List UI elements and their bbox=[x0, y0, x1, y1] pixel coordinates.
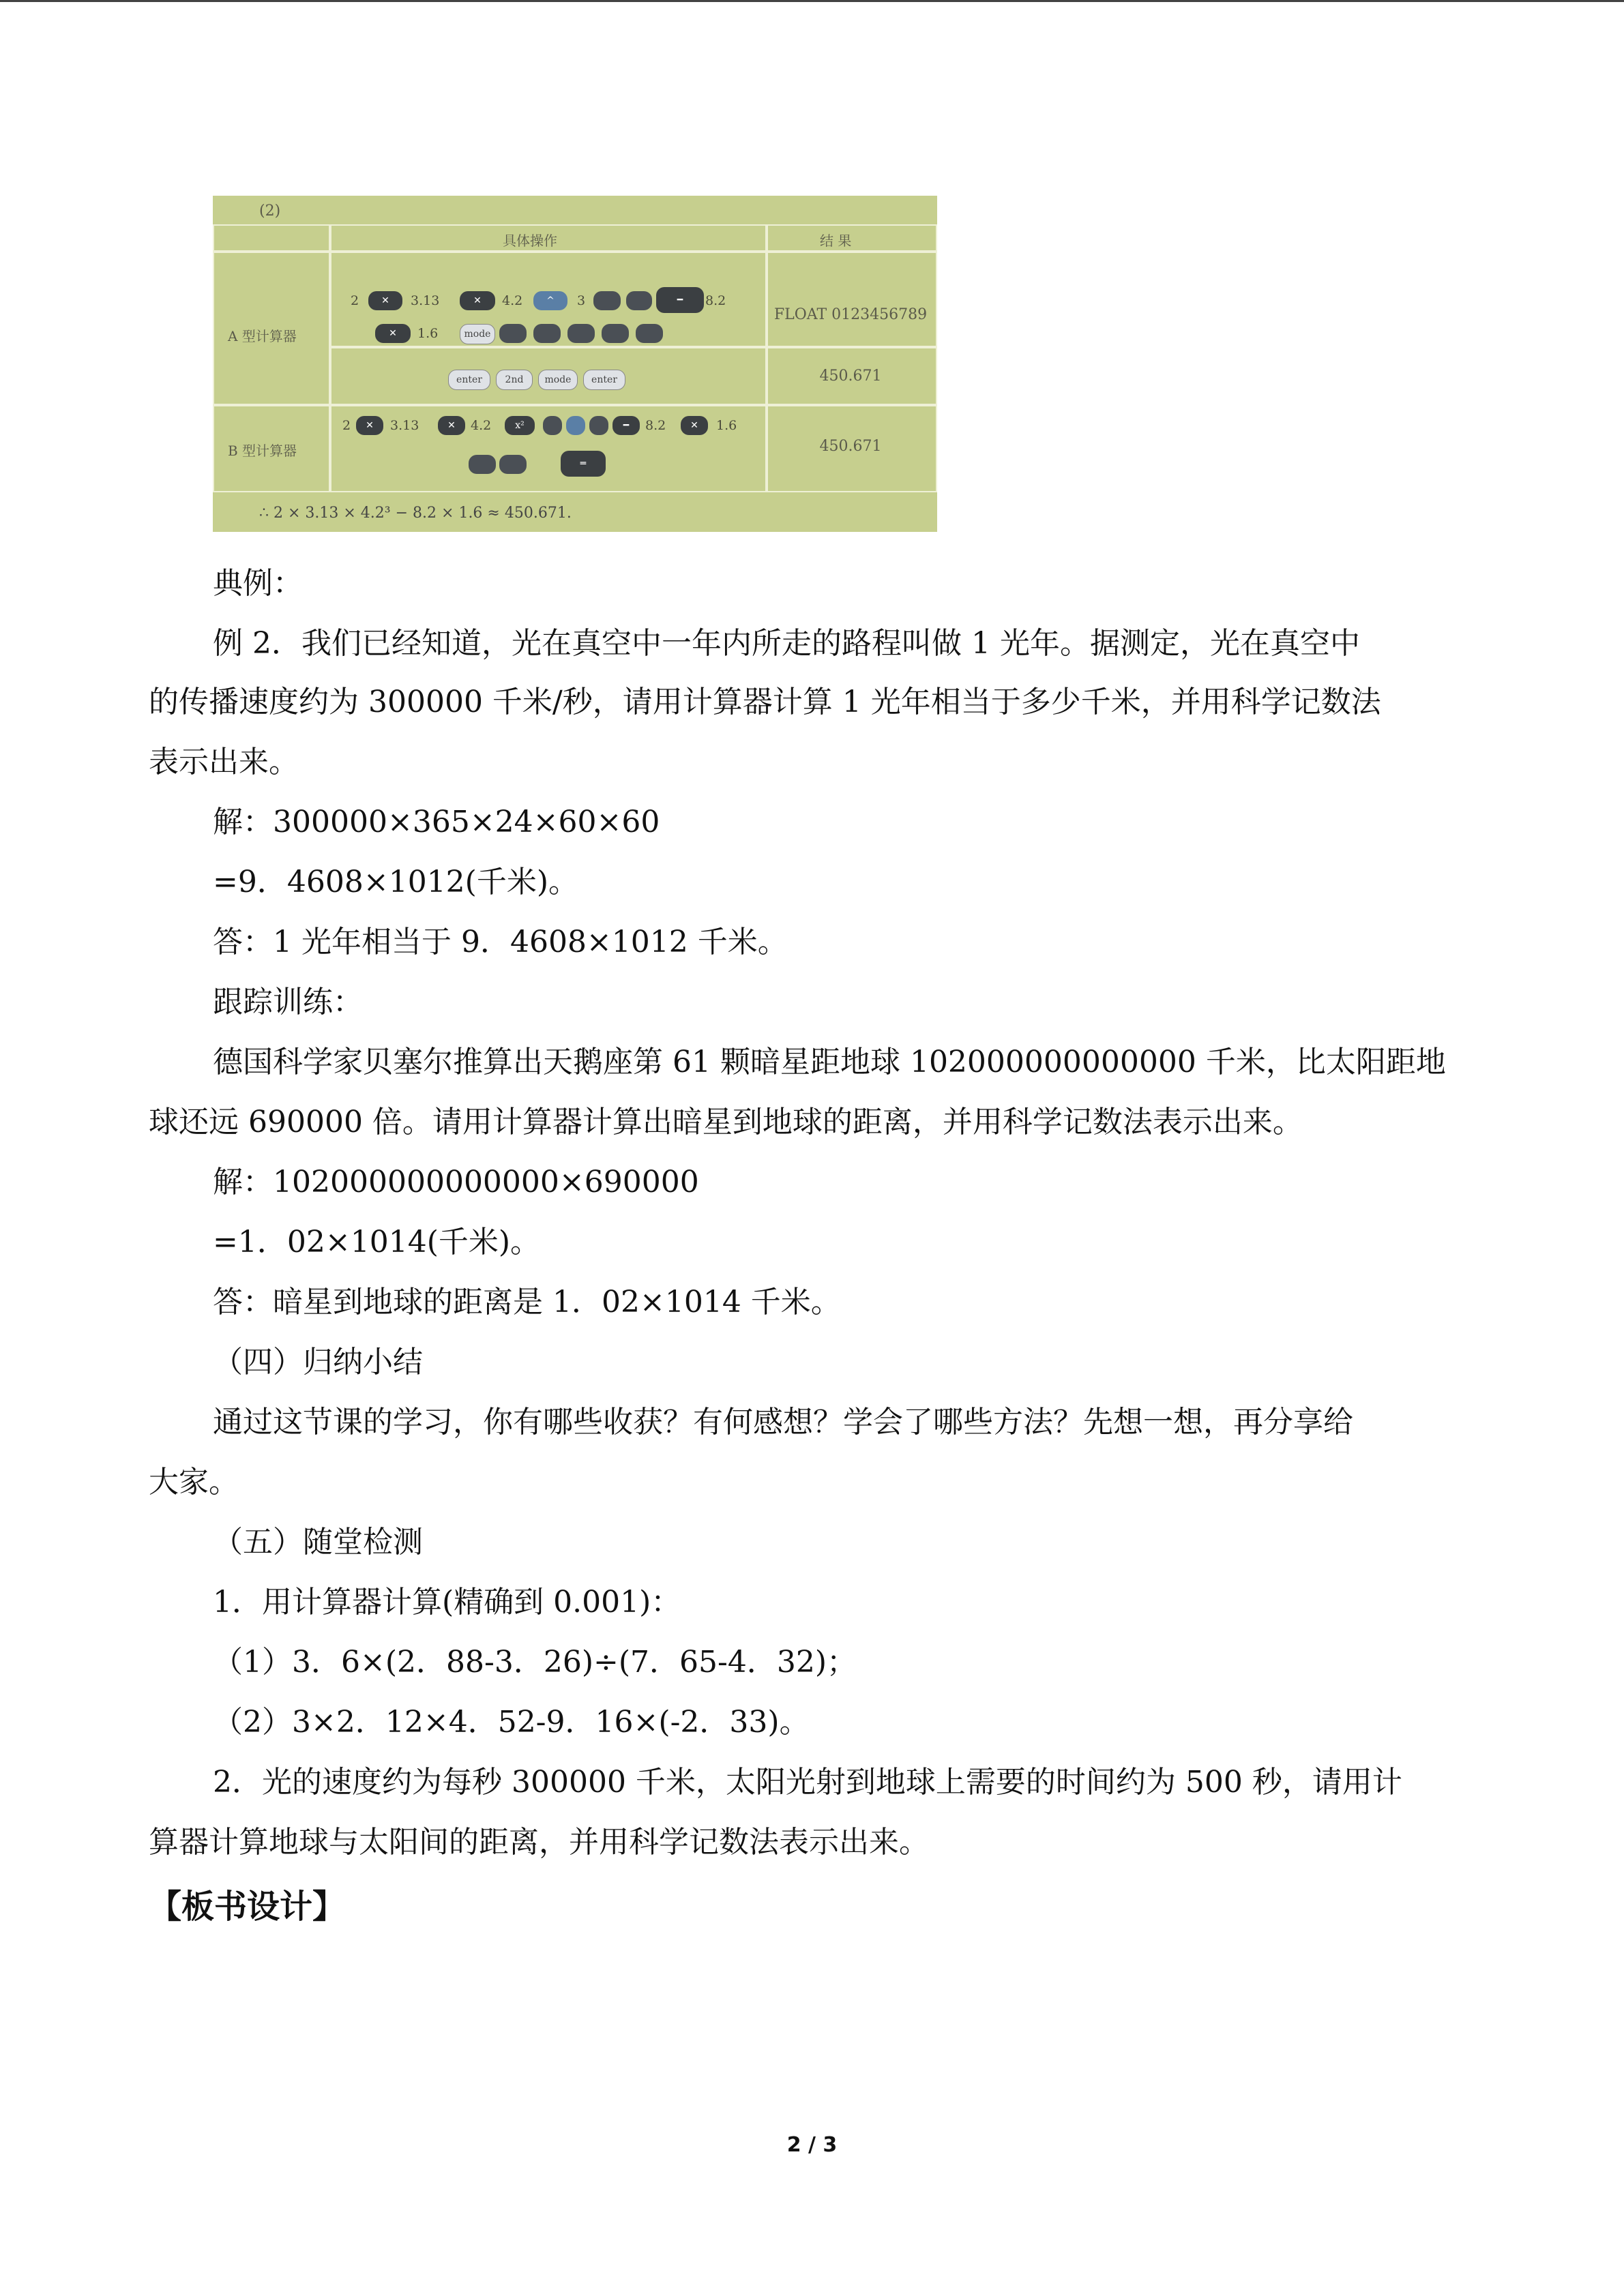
times-key-icon: ✕ bbox=[356, 416, 383, 435]
text-line: =1．02×1014(千米)。 bbox=[213, 1225, 541, 1259]
key-icon bbox=[567, 324, 595, 343]
key-icon bbox=[589, 416, 608, 435]
calculator-operations-photo bbox=[213, 196, 937, 532]
mode-key: mode bbox=[460, 324, 495, 344]
operand: 3 bbox=[577, 293, 586, 308]
mode-key: mode bbox=[538, 370, 578, 390]
text-line: （四）归纳小结 bbox=[213, 1345, 423, 1380]
text-line: 例 2．我们已经知道，光在真空中一年内所走的路程叫做 1 光年。据测定，光在真空中 bbox=[213, 626, 1360, 661]
operand: 4.2 bbox=[471, 418, 492, 433]
text-line: 球还远 690000 倍。请用计算器计算出暗星到地球的距离，并用科学记数法表示出来。 bbox=[149, 1105, 1303, 1139]
text-line: 跟踪训练： bbox=[213, 985, 363, 1019]
top-rule bbox=[0, 0, 1624, 2]
equals-key-icon: ═ bbox=[561, 451, 606, 477]
table-cell bbox=[213, 224, 330, 252]
section-heading: 【板书设计】 bbox=[149, 1888, 346, 1926]
row-label-a: A 型计算器 bbox=[228, 328, 297, 344]
minus-key-icon: ━ bbox=[612, 416, 640, 435]
text-line: 2．光的速度约为每秒 300000 千米，太阳光射到地球上需要的时间约为 500 秒，请用计 bbox=[213, 1765, 1402, 1800]
key-icon bbox=[499, 324, 527, 343]
text-line: =9．4608×1012(千米)。 bbox=[213, 865, 579, 899]
result-a1: FLOAT 0123456789 bbox=[773, 306, 928, 323]
square-key-icon: x² bbox=[505, 416, 535, 435]
photo-tag: (2) bbox=[259, 203, 281, 220]
key-icon bbox=[469, 455, 496, 474]
text-line: 典例： bbox=[213, 566, 303, 601]
operand: 1.6 bbox=[716, 418, 737, 433]
times-key-icon: ✕ bbox=[368, 291, 402, 310]
key-icon bbox=[499, 455, 527, 474]
operand: 4.2 bbox=[502, 293, 523, 308]
text-line: 的传播速度约为 300000 千米/秒，请用计算器计算 1 光年相当于多少千米，并用科学记数法 bbox=[149, 685, 1381, 719]
text-line: （2）3×2．12×4．52-9．16×(-2．33)。 bbox=[213, 1705, 810, 1740]
page-number: 2 / 3 bbox=[786, 2133, 838, 2157]
text-line: 大家。 bbox=[149, 1465, 239, 1500]
result-a2: 450.671 bbox=[819, 368, 882, 385]
text-line: 德国科学家贝塞尔推算出天鹅座第 61 颗暗星距地球 102000000000000 千米，比太阳距地 bbox=[213, 1045, 1446, 1079]
times-key-icon: ✕ bbox=[438, 416, 465, 435]
operand: 8.2 bbox=[705, 293, 726, 308]
text-line: 1．用计算器计算(精确到 0.001)： bbox=[213, 1585, 681, 1620]
operand: 3.13 bbox=[390, 418, 419, 433]
text-line: 算器计算地球与太阳间的距离，并用科学记数法表示出来。 bbox=[149, 1825, 929, 1860]
times-key-icon: ✕ bbox=[375, 324, 411, 343]
times-key-icon: ✕ bbox=[460, 291, 495, 310]
operand: 8.2 bbox=[645, 418, 666, 433]
times-key-icon: ✕ bbox=[681, 416, 708, 435]
photo-formula: ∴ 2 × 3.13 × 4.2³ − 8.2 × 1.6 ≈ 450.671. bbox=[259, 505, 572, 522]
table-cell bbox=[767, 252, 937, 347]
operand: 3.13 bbox=[411, 293, 440, 308]
operand: 2 bbox=[342, 418, 351, 433]
text-line: （1）3．6×(2．88-3．26)÷(7．65-4．32)； bbox=[213, 1645, 857, 1680]
caret-key-icon: ^ bbox=[533, 291, 567, 310]
result-b: 450.671 bbox=[819, 438, 882, 455]
text-line: 答：暗星到地球的距离是 1．02×1014 千米。 bbox=[213, 1285, 841, 1320]
header-operation: 具体操作 bbox=[503, 233, 557, 249]
key-icon bbox=[593, 291, 621, 310]
operand: 1.6 bbox=[417, 326, 439, 341]
text-line: 答：1 光年相当于 9．4608×1012 千米。 bbox=[213, 925, 788, 959]
text-line: 解：102000000000000×690000 bbox=[213, 1165, 699, 1199]
enter-key: enter bbox=[448, 370, 490, 390]
key-icon bbox=[566, 416, 585, 435]
key-icon bbox=[602, 324, 629, 343]
row-label-b: B 型计算器 bbox=[228, 443, 297, 459]
key-icon bbox=[626, 291, 652, 310]
header-result: 结 果 bbox=[820, 233, 852, 249]
key-icon bbox=[543, 416, 562, 435]
operand: 2 bbox=[351, 293, 359, 308]
text-line: 解：300000×365×24×60×60 bbox=[213, 805, 660, 839]
minus-key-icon: ━ bbox=[656, 287, 704, 313]
second-key: 2nd bbox=[496, 370, 533, 390]
text-line: （五）随堂检测 bbox=[213, 1525, 423, 1560]
key-icon bbox=[533, 324, 561, 343]
table-cell bbox=[767, 224, 937, 252]
key-icon bbox=[636, 324, 663, 343]
enter-key: enter bbox=[583, 370, 625, 390]
text-line: 表示出来。 bbox=[149, 745, 299, 779]
text-line: 通过这节课的学习，你有哪些收获？有何感想？学会了哪些方法？先想一想，再分享给 bbox=[213, 1405, 1353, 1440]
